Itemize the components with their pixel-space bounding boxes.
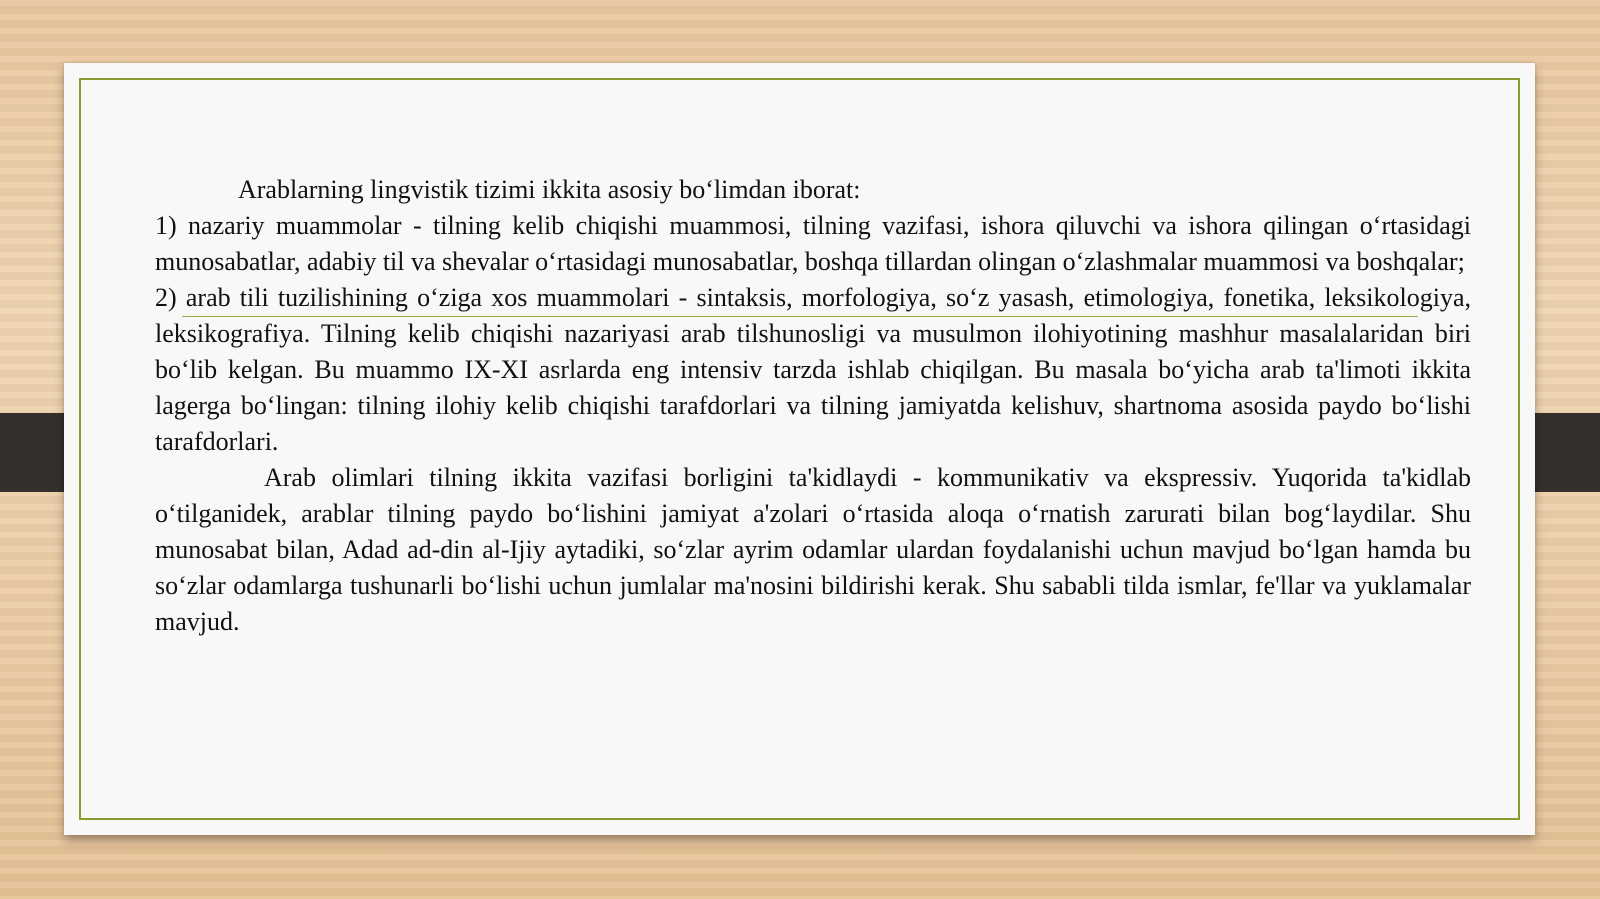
point-one-paragraph: 1) nazariy muammolar - tilning kelib chiqishi muammosi, tilning vazifasi, ishora qiluvchi va ishora qilingan o‘rtasidagi munosabatlar, adabiy til va shevalar o‘rtasidagi munosabatlar, boshqa tillardan olingan o‘zlashmalar muammosi va boshqalar; bbox=[155, 211, 1471, 276]
third-paragraph: Arab olimlari tilning ikkita vazifasi borligini ta'kidlaydi - kommunikativ va ekspressiv. Yuqorida ta'kidlab o‘tilganidek, arablar tilning paydo bo‘lishini jamiyat a'zolari o‘rtasida aloqa o‘rnatish zarurati bilan bog‘laydilar. Shu munosabat bilan, Adad ad-din al-Ijiy aytadiki, so‘zlar ayrim odamlar ulardan foydalanishi uchun mavjud bo‘lgan hamda bu so‘zlar odamlarga tushunarli bo‘lishi uchun jumlalar ma'nosini bildirishi kerak. Shu sababli tilda ismlar, fe'llar va yuklamalar mavjud. bbox=[155, 463, 1471, 636]
intro-paragraph: Arablarning lingvistik tizimi ikkita asosiy bo‘limdan iborat: bbox=[238, 175, 861, 204]
slide-text-body bbox=[155, 172, 1471, 640]
point-two-paragraph: 2) arab tili tuzilishining o‘ziga xos muammolari - sintaksis, morfologiya, so‘z yasash, etimologiya, fonetika, leksikologiya, leksikografiya. Tilning kelib chiqishi nazariyasi arab tilshunosligi va musulmon ilohiyotining mashhur masalalaridan biri bo‘lib kelgan. Bu muammo IX-XI asrlarda eng intensiv tarzda ishlab chiqilgan. Bu masala bo‘yicha arab ta'limoti ikkita lagerga bo‘lingan: tilning ilohiy kelib chiqishi tarafdorlari va tilning jamiyatda kelishuv, shartnoma asosida paydo bo‘lishi tarafdorlari. bbox=[155, 283, 1471, 456]
